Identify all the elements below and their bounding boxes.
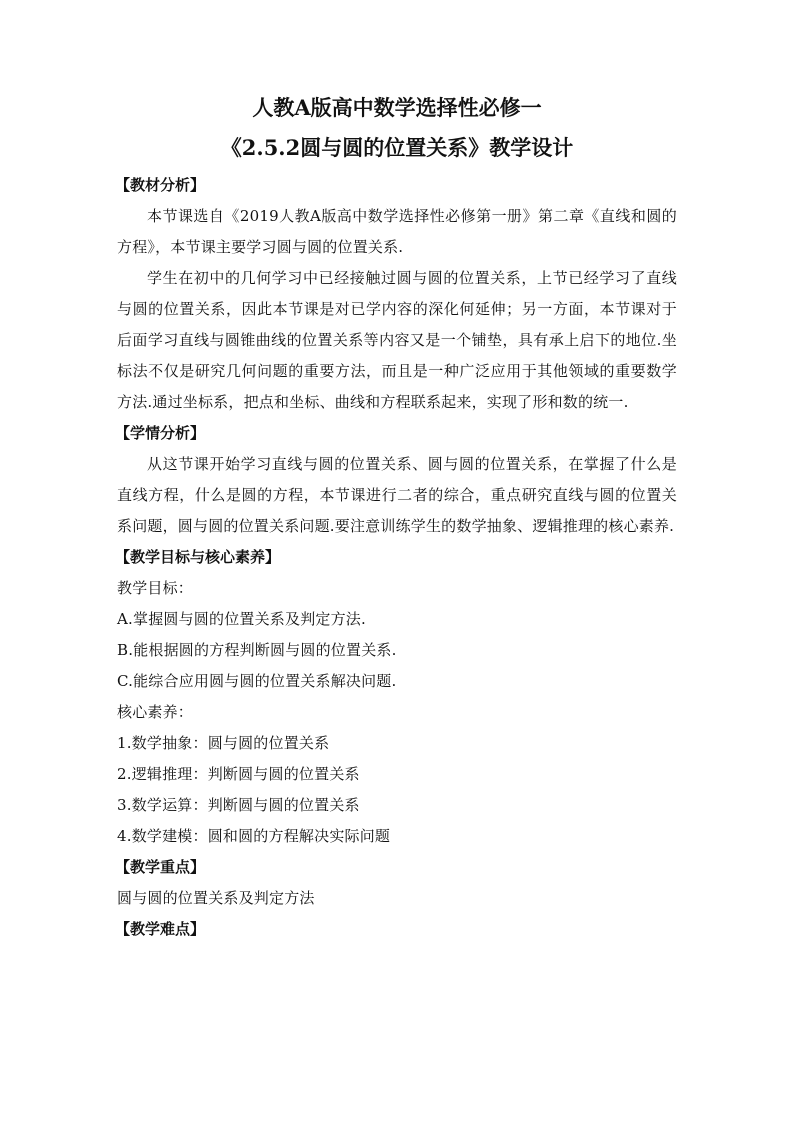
document-title-line2: 《2.5.2圆与圆的位置关系》教学设计 [220, 135, 574, 160]
section-heading: 【教材分析】 [115, 176, 206, 194]
literacy-item: 3.数学运算：判断圆与圆的位置关系 [117, 796, 360, 814]
document-title-line1: 人教A版高中数学选择性必修一 [252, 95, 542, 120]
section-heading: 【教学重点】 [115, 858, 206, 876]
section-learner-analysis [117, 418, 677, 542]
section-difficulties [117, 914, 677, 945]
paragraph: 从这节课开始学习直线与圆的位置关系、圆与圆的位置关系，在掌握了什么是直线方程，什么是圆的方程，本节课进行二者的综合，重点研究直线与圆的位置关系问题，圆与圆的位置关系问题.要注意训练学生的数学抽象、逻辑推理的核心素养. [117, 455, 677, 535]
literacy-item: 2.逻辑推理：判断圆与圆的位置关系 [117, 765, 360, 783]
section-heading: 【教学难点】 [115, 920, 206, 938]
key-points-text: 圆与圆的位置关系及判定方法 [117, 889, 315, 907]
section-goals [117, 542, 677, 852]
section-textbook-analysis [117, 170, 677, 418]
objective-item: A.掌握圆与圆的位置关系及判定方法. [117, 610, 366, 628]
objectives-label: 教学目标： [117, 579, 194, 597]
section-heading: 【教学目标与核心素养】 [115, 548, 281, 566]
literacy-item: 1.数学抽象：圆与圆的位置关系 [117, 734, 330, 752]
paragraph: 学生在初中的几何学习中已经接触过圆与圆的位置关系，上节已经学习了直线与圆的位置关系，因此本节课是对已学内容的深化何延伸；另一方面，本节课对于后面学习直线与圆锥曲线的位置关系等内容又是一个铺垫，具有承上启下的地位.坐标法不仅是研究几何问题的重要方法，而且是一种广泛应用于其他领域的重要数学方法.通过坐标系，把点和坐标、曲线和方程联系起来，实现了形和数的统一. [117, 269, 677, 411]
objective-item: B.能根据圆的方程判断圆与圆的位置关系. [117, 641, 397, 659]
objective-item: C.能综合应用圆与圆的位置关系解决问题. [117, 672, 397, 690]
literacy-item: 4.数学建模：圆和圆的方程解决实际问题 [117, 827, 391, 845]
paragraph: 本节课选自《2019人教A版高中数学选择性必修第一册》第二章《直线和圆的方程》，本节课主要学习圆与圆的位置关系. [117, 207, 677, 256]
section-heading: 【学情分析】 [115, 424, 206, 442]
literacy-label: 核心素养： [117, 703, 194, 721]
section-key-points [117, 852, 677, 914]
